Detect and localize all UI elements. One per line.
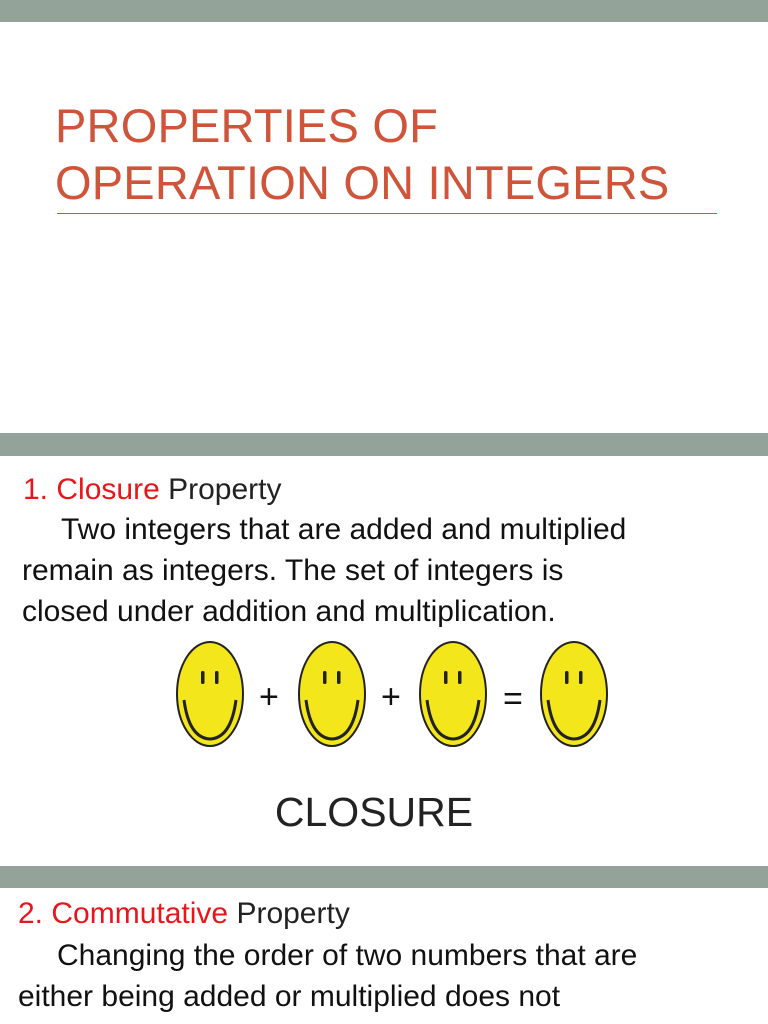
smiley-face-icon (297, 640, 367, 748)
plus-sign: + (381, 678, 401, 716)
page-title (55, 97, 669, 211)
smiley-face-icon (175, 640, 245, 748)
commutative-heading-suffix: Property (236, 897, 350, 930)
closure-heading (23, 472, 281, 508)
plus-sign: + (259, 678, 279, 716)
commutative-term: Commutative (51, 897, 229, 930)
smiley-face-icon (418, 640, 488, 748)
commutative-description (18, 935, 748, 1017)
smiley-face-icon (539, 640, 609, 748)
title-line-1: PROPERTIES OF (55, 99, 439, 152)
title-slide (0, 22, 768, 433)
closure-term: Closure (56, 473, 160, 506)
commutative-heading (18, 896, 350, 932)
title-underline (57, 213, 717, 214)
closure-number: 1. (23, 473, 49, 506)
closure-heading-suffix: Property (168, 473, 282, 506)
slide-separator-band (0, 433, 768, 456)
equals-sign: = (503, 680, 523, 718)
commutative-number: 2. (18, 897, 44, 930)
slide-separator-band (0, 866, 768, 888)
closure-description (22, 509, 752, 632)
title-line-2: OPERATION ON INTEGERS (55, 156, 670, 209)
top-band (0, 0, 768, 22)
closure-line-1: Two integers that are added and multiplied (61, 513, 627, 546)
commutative-line-2: either being added or multiplied does not (18, 980, 561, 1013)
commutative-line-1: Changing the order of two numbers that are (57, 939, 638, 972)
closure-line-3: closed under addition and multiplication. (22, 595, 556, 628)
closure-line-2: remain as integers. The set of integers is (22, 554, 564, 587)
illustration-label: CLOSURE (274, 789, 474, 835)
